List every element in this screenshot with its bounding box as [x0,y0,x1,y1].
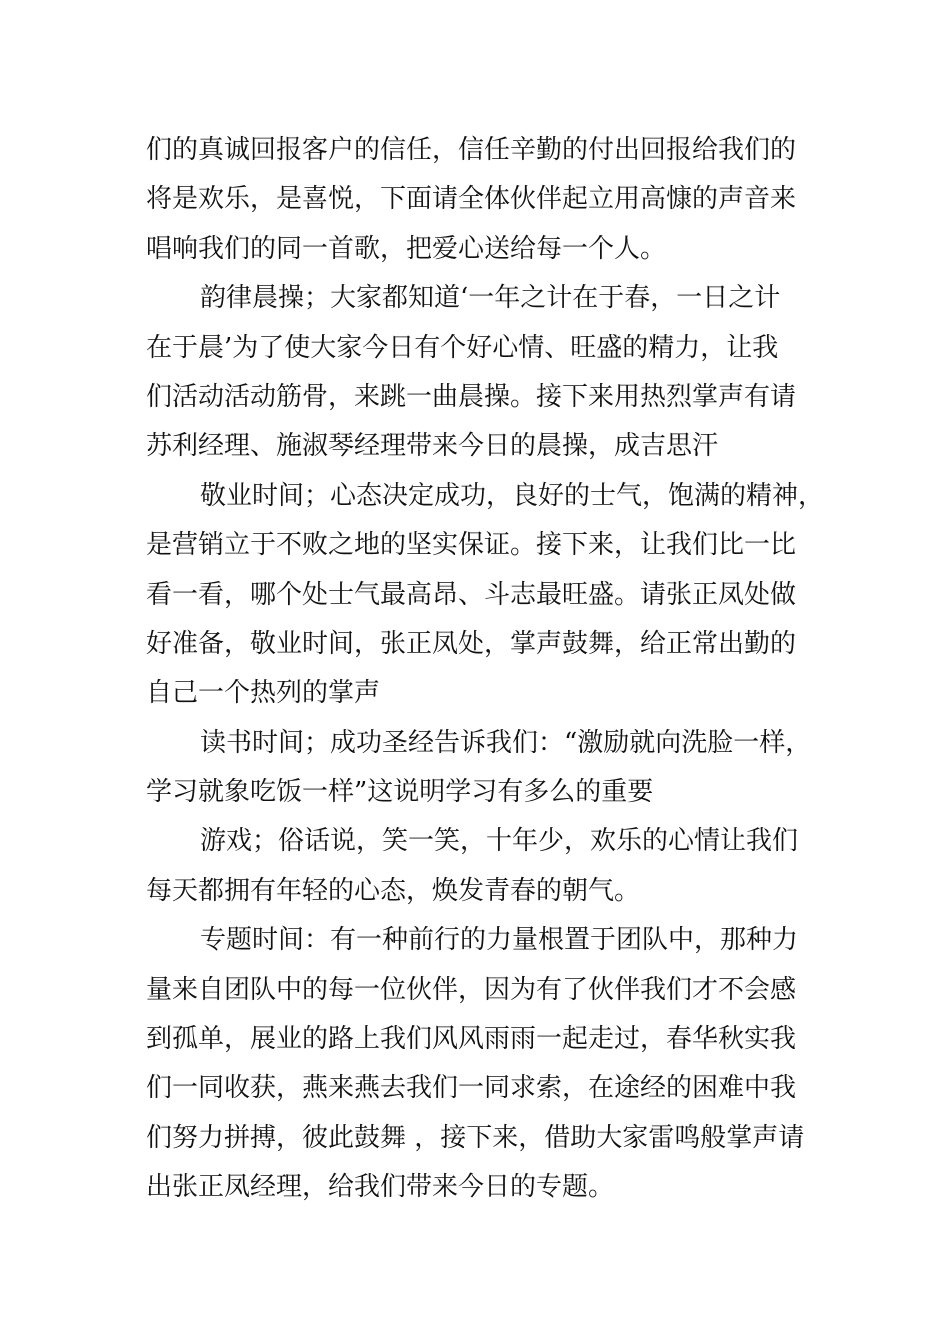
text-line: 好准备，敬业时间，张正凤处，掌声鼓舞，给正常出勤的 [146,628,797,659]
text-line: 看一看，哪个处士气最高昂、斗志最旺盛。请张正凤处做 [146,579,797,610]
paragraph-start-game: 游戏；俗话说，笑一笑，十年少，欢乐的心情让我们 [200,826,799,857]
text-line: 量来自团队中的每一位伙伴，因为有了伙伴我们才不会感 [146,974,797,1005]
paragraph-start-morning-exercise: 韵律晨操；大家都知道‘一年之计在于春，一日之计 [200,283,781,314]
text-line: 们的真诚回报客户的信任，信任辛勤的付出回报给我们的 [146,135,797,165]
text-line: 出张正凤经理，给我们带来今日的专题。 [146,1172,615,1203]
text-line: 们努力拼搏，彼此鼓舞 ，接下来，借助大家雷鸣般掌声请 [146,1122,805,1153]
text-line: 们一同收获，燕来燕去我们一同求索，在途经的困难中我 [146,1073,797,1104]
text-line: 是营销立于不败之地的坚实保证。接下来，让我们比一比 [146,530,797,561]
text-line: 唱响我们的同一首歌，把爱心送给每一个人。 [146,233,667,264]
text-line: 自己一个热列的掌声 [146,678,381,709]
text-line: 到孤单，展业的路上我们风风雨雨一起走过，春华秋实我 [146,1024,797,1055]
paragraph-start-reading-time: 读书时间；成功圣经告诉我们：“激励就向洗脸一样， [200,727,812,758]
text-line: 将是欢乐，是喜悦，下面请全体伙伴起立用高慷的声音来 [146,184,797,215]
text-line: 苏利经理、施淑琴经理带来今日的晨操，成吉思汗 [146,431,719,462]
text-line: 们活动活动筋骨，来跳一曲晨操。接下来用热烈掌声有请 [146,381,797,412]
text-line: 每天都拥有年轻的心态，焕发青春的朝气。 [146,875,641,906]
text-line: 在于晨’为了使大家今日有个好心情、旺盛的精力，让我 [146,332,779,363]
paragraph-start-dedication-time: 敬业时间；心态决定成功，良好的士气，饱满的精神， [200,480,825,511]
body-text [146,126,826,1213]
text-line: 学习就象吃饭一样”这说明学习有多么的重要 [146,777,654,808]
paragraph-start-topic-time: 专题时间：有一种前行的力量根置于团队中，那种力 [200,925,799,956]
